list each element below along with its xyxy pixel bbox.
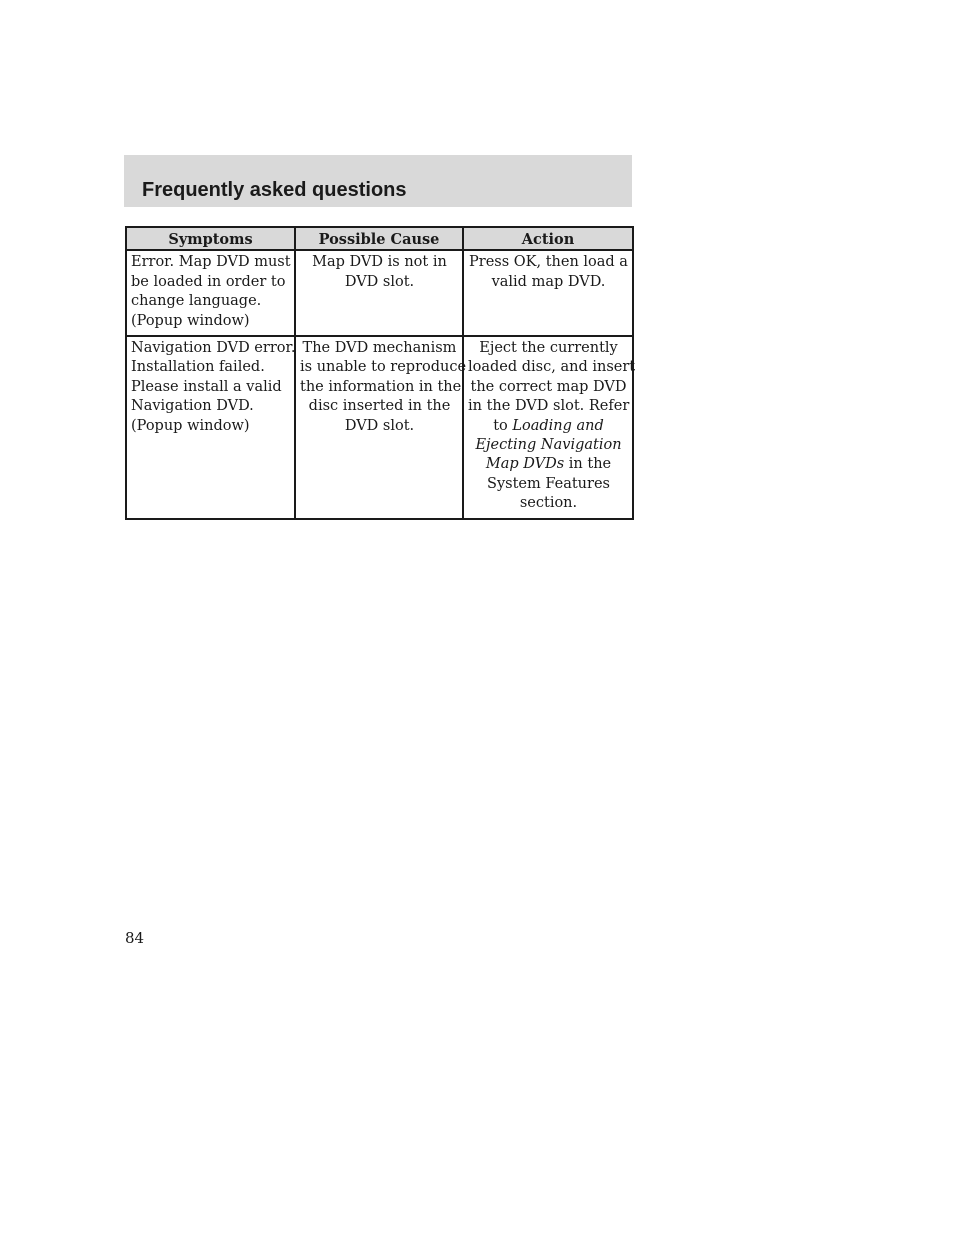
cell-text-line: (Popup window) (131, 417, 250, 434)
cell-text-line: Please install a valid (131, 378, 282, 395)
cell-text-line: DVD slot. (344, 417, 415, 434)
faq-table (125, 226, 634, 520)
action-cell (463, 250, 633, 336)
cell-text-line: (Popup window) (131, 312, 250, 329)
refer-prefix: to (493, 417, 513, 434)
cross-reference-title: Map DVDs (485, 456, 565, 473)
cell-text-line: loaded disc, and insert (468, 359, 636, 376)
cell-text-line: valid map DVD. (491, 273, 606, 290)
cell-text-line: The DVD mechanism (302, 340, 457, 357)
refer-suffix: in the (564, 456, 612, 473)
cell-text-line: System Features (487, 475, 610, 492)
cross-reference-title: Ejecting Navigation (475, 437, 622, 454)
cell-text-line: Navigation DVD. (131, 398, 254, 415)
cell-text-line: the information in the (300, 378, 462, 395)
cell-text-line (468, 455, 629, 474)
cell-text-line: the correct map DVD (470, 378, 627, 395)
cross-reference-title: Loading and (512, 417, 604, 434)
symptom-cell (126, 336, 295, 519)
symptom-cell (126, 250, 295, 336)
cell-text-line: be loaded in order to (131, 273, 286, 290)
column-header-symptoms: Symptoms (126, 227, 295, 250)
section-header-band (124, 155, 632, 207)
cell-text-line: DVD slot. (344, 273, 415, 290)
cell-text-line (468, 436, 629, 455)
action-cell (463, 336, 636, 519)
cell-text-line: Eject the currently (479, 340, 618, 357)
cell-text-line: Map DVD is not in (312, 254, 447, 271)
column-header-action: Action (463, 227, 633, 250)
table-row (126, 250, 633, 336)
table-row (126, 336, 633, 519)
cell-text-line: section. (519, 495, 578, 512)
cell-text-line: Installation failed. (131, 359, 265, 376)
table-header-row (126, 227, 633, 250)
cause-cell (295, 336, 467, 519)
cell-text-line: in the DVD slot. Refer (468, 398, 630, 415)
cell-text-line (468, 417, 629, 436)
column-header-possible-cause: Possible Cause (295, 227, 463, 250)
cell-text-line: Error. Map DVD must (131, 254, 291, 271)
cell-text-line: disc inserted in the (308, 398, 451, 415)
cause-cell (295, 250, 463, 336)
cell-text-line: is unable to reproduce (300, 359, 467, 376)
cell-text-line: Navigation DVD error. (131, 340, 296, 357)
cell-text-line: Press OK, then load a (469, 254, 628, 271)
cell-text-line: change language. (131, 293, 262, 310)
page-number: 84 (125, 929, 145, 947)
section-title: Frequently asked questions (142, 179, 407, 201)
